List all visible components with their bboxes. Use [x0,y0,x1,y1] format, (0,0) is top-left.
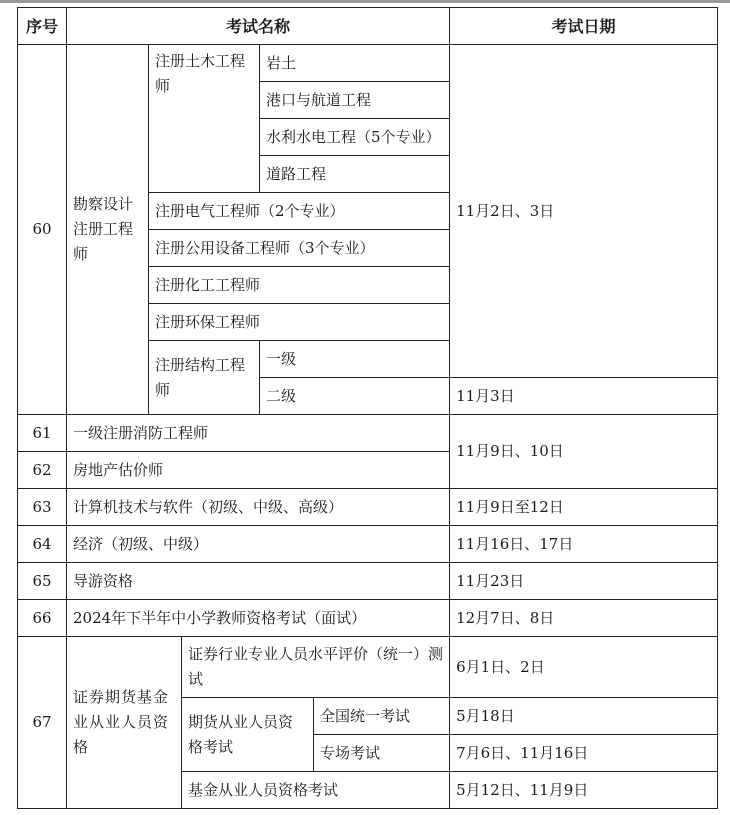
subcategory-label: 注册土木工程师 [149,45,260,193]
exam-name: 注册环保工程师 [149,304,450,341]
exam-date: 11月2日、3日 [450,45,718,378]
exam-name: 注册电气工程师（2个专业） [149,193,450,230]
exam-date: 7月6日、11月16日 [450,735,718,772]
exam-name: 一级注册消防工程师 [67,415,450,452]
table-row [18,489,718,526]
exam-name: 导游资格 [67,563,450,600]
exam-name: 港口与航道工程 [260,82,450,119]
category-label: 勘察设计注册工程师 [67,45,149,415]
table-row [18,600,718,637]
table-row [18,415,718,452]
table-header [18,8,718,45]
table-row [18,563,718,600]
exam-date: 5月12日、11月9日 [450,772,718,809]
row-number: 61 [18,415,67,452]
table-row [18,637,718,698]
table-row [18,45,718,82]
row-number: 63 [18,489,67,526]
header-seq: 序号 [18,8,67,45]
exam-level: 一级 [260,341,450,378]
exam-name: 2024年下半年中小学教师资格考试（面试） [67,600,450,637]
category-label: 证券期货基金业从业人员资格 [67,637,182,809]
exam-name: 水利水电工程（5个专业） [260,119,450,156]
row-number: 65 [18,563,67,600]
exam-date: 6月1日、2日 [450,637,718,698]
exam-date: 12月7日、8日 [450,600,718,637]
row-number: 60 [18,45,67,415]
table-row [18,526,718,563]
row-number: 64 [18,526,67,563]
header-date: 考试日期 [450,8,718,45]
header-name: 考试名称 [67,8,450,45]
exam-name: 房地产估价师 [67,452,450,489]
exam-name: 基金从业人员资格考试 [182,772,450,809]
exam-name: 计算机技术与软件（初级、中级、高级） [67,489,450,526]
exam-name: 注册化工工程师 [149,267,450,304]
exam-date: 5月18日 [450,698,718,735]
exam-name: 道路工程 [260,156,450,193]
exam-name: 岩土 [260,45,450,82]
row-number: 62 [18,452,67,489]
exam-name: 注册公用设备工程师（3个专业） [149,230,450,267]
exam-date: 11月9日、10日 [450,415,718,489]
exam-name: 经济（初级、中级） [67,526,450,563]
exam-date: 11月9日至12日 [450,489,718,526]
row-number: 66 [18,600,67,637]
top-border [0,0,730,3]
exam-date: 11月3日 [450,378,718,415]
exam-name: 证券行业专业人员水平评价（统一）测试 [182,637,450,698]
exam-name: 专场考试 [314,735,450,772]
subcategory-label: 期货从业人员资格考试 [182,698,314,772]
exam-name: 全国统一考试 [314,698,450,735]
row-number: 67 [18,637,67,809]
subcategory-label: 注册结构工程师 [149,341,260,415]
exam-level: 二级 [260,378,450,415]
exam-date: 11月23日 [450,563,718,600]
exam-schedule-table [17,7,718,809]
exam-date: 11月16日、17日 [450,526,718,563]
